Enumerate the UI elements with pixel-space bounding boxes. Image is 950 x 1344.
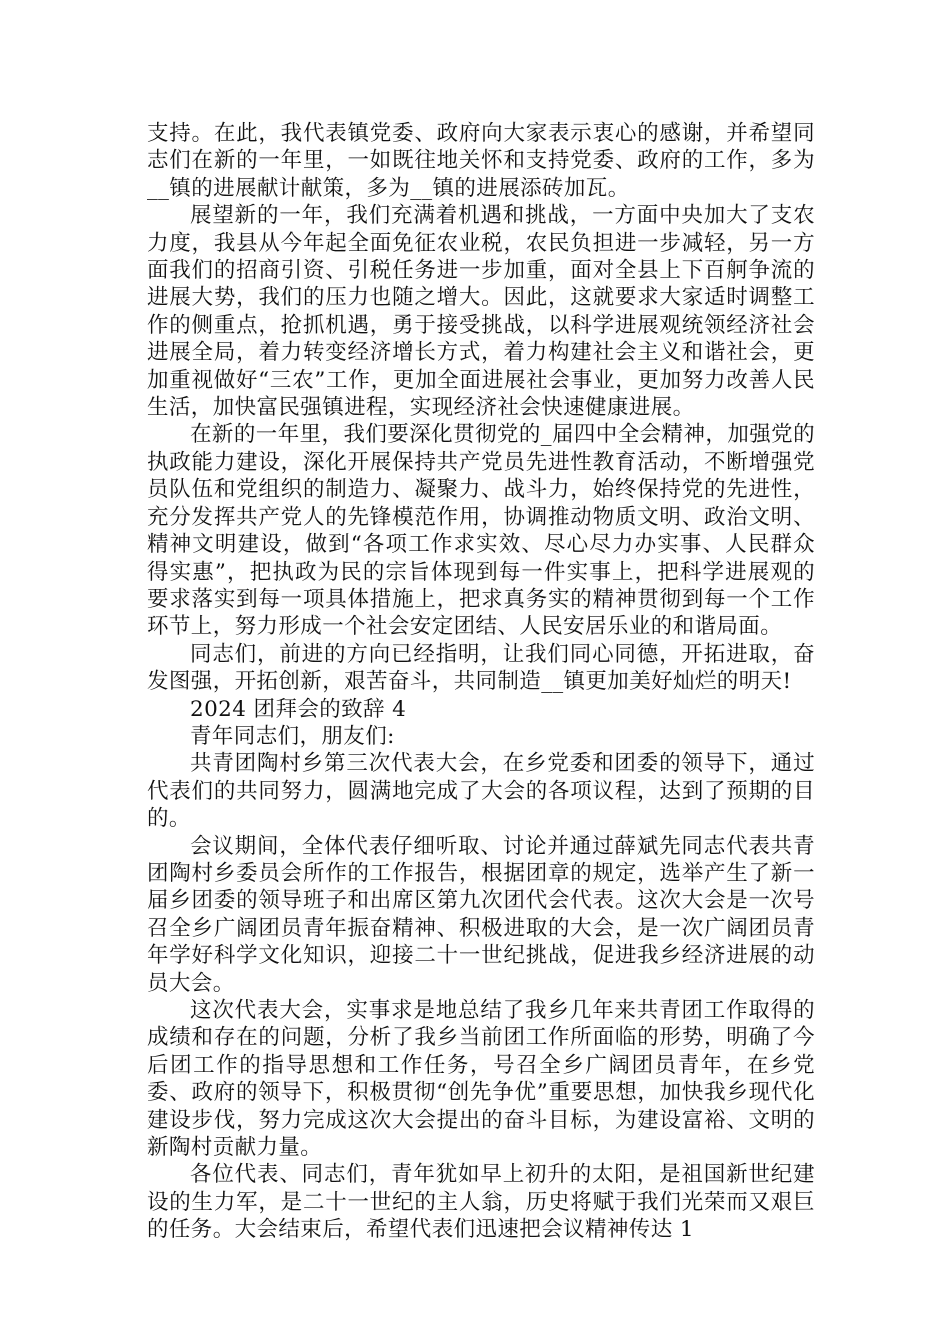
document-body [147, 120, 815, 1244]
paragraph-outlook-new-year: 展望新的一年，我们充满着机遇和挑战，一方面中央加大了支农力度，我县从今年起全面免征农业税，农民负担进一步减轻，另一方面我们的招商引资、引税任务进一步加重，面对全县上下百舸争流的进展大势，我们的压力也随之增大。因此，这就要求大家适时调整工作的侧重点，抢抓机遇，勇于接受挑战，以科学进展观统领经济社会进展全局，着力转变经济增长方式，着力构建社会主义和谐社会，更加重视做好“三农”工作，更加全面进展社会事业，更加努力改善人民生活，加快富民强镇进程，实现经济社会快速健康进展。 [147, 203, 815, 421]
paragraph-congress-intro: 共青团陶村乡第三次代表大会，在乡党委和团委的领导下，通过代表们的共同努力，圆满地完成了大会的各项议程，达到了预期的目的。 [147, 751, 815, 832]
section-heading: 2024 团拜会的致辞 4 [190, 696, 407, 722]
salutation-line: 青年同志们，朋友们: [190, 723, 395, 749]
paragraph-congress-summary: 这次代表大会，实事求是地总结了我乡几年来共青团工作取得的成绩和存在的问题，分析了我乡当前团工作所面临的形势，明确了今后团工作的指导思想和工作任务，号召全乡广阔团员青年，在乡党委、政府的领导下，积极贯彻“创先争优”重要思想，加快我乡现代化建设步伐，努力完成这次大会提出的奋斗目标，为建设富裕、文明的新陶村贡献力量。 [147, 998, 815, 1161]
paragraph-youth-call: 各位代表、同志们，青年犹如早上初升的太阳，是祖国新世纪建设的生力军，是二十一世纪的主人翁，历史将赋于我们光荣而又艰巨的任务。大会结束后，希望代表们迅速把会议精神传达 1 [147, 1162, 815, 1243]
paragraph-continued-support: 支持。在此，我代表镇党委、政府向大家表示衷心的感谢，并希望同志们在新的一年里，一如既往地关怀和支持党委、政府的工作，多为__镇的进展献计献策，多为__镇的进展添砖加瓦。 [147, 121, 815, 201]
paragraph-closing-call: 同志们，前进的方向已经指明，让我们同心同德，开拓进取，奋发图强，开拓创新，艰苦奋斗，共同制造__镇更加美好灿烂的明天! [147, 641, 815, 695]
paragraph-party-building: 在新的一年里，我们要深化贯彻党的_届四中全会精神，加强党的执政能力建设，深化开展保持共产党员先进性教育活动，不断增强党员队伍和党组织的制造力、凝聚力、战斗力，始终保持党的先进性，充分发挥共产党人的先锋模范作用，协调推动物质文明、政治文明、精神文明建设，做到“各项工作求实效、尽心尽力办实事、人民群众得实惠”，把执政为民的宗旨体现到每一件实事上，把科学进展观的要求落实到每一项具体措施上，把求真务实的精神贯彻到每一个工作环节上，努力形成一个社会安定团结、人民安居乐业的和谐局面。 [147, 422, 815, 640]
paragraph-meeting-period: 会议期间，全体代表仔细听取、讨论并通过薛斌先同志代表共青团陶村乡委员会所作的工作报告，根据团章的规定，选举产生了新一届乡团委的领导班子和出席区第九次团代会代表。这次大会是一次号召全乡广阔团员青年振奋精神、积极进取的大会，是一次广阔团员青年学好科学文化知识，迎接二十一世纪挑战，促进我乡经济进展的动员大会。 [147, 833, 815, 996]
